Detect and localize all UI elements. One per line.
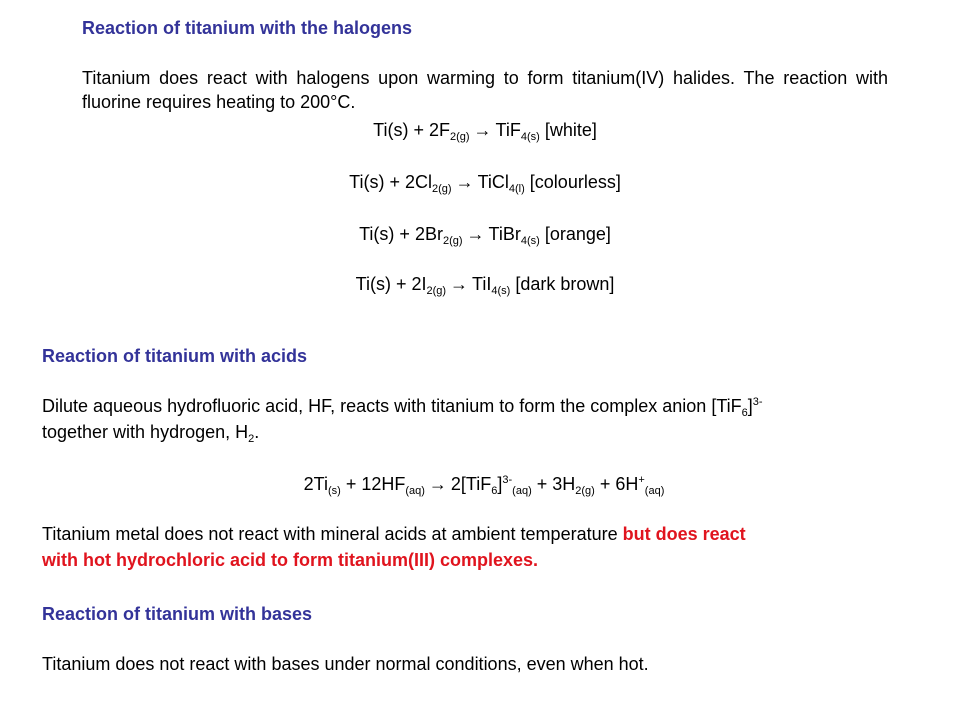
arrow-icon: → — [473, 120, 492, 140]
equation-iodine: $Ti(s) + 2I_{2(g)} \to TiI_{4(s)}$ [dark brown] — [355, 274, 615, 297]
arrow-icon: → — [466, 224, 485, 244]
equation-hf: $2Ti_{(s)} + 12HF_{(aq)} \to 2[TiF_6]^{3-}_{(aq)} + 3H_{2(g)} + 6H^+_{(aq)}$ — [303, 474, 665, 497]
acids-paragraph-2: Titanium metal does not react with mineral acids at ambient temperature but does react — [42, 524, 746, 544]
acids-paragraph-1: Dilute aqueous hydrofluoric acid, HF, reacts with titanium to form the complex anion $[TiF_6]^{3-}$ — [42, 396, 763, 419]
acids-heading: Reaction of titanium with acids — [42, 346, 308, 366]
acids-paragraph-2-line-2: with hot hydrochloric acid to form titanium(III) complexes. — [42, 550, 539, 570]
bases-heading: Reaction of titanium with bases — [42, 604, 313, 624]
equation-chlorine: $Ti(s) + 2Cl_{2(g)}$ → TiCl$_{4(l)}$ [colourless] — [349, 172, 621, 195]
arrow-icon: → — [450, 274, 469, 294]
equation-fluorine: $Ti(s) + 2F_{2(g)} \to TiF_{4(s)}$ [white] — [373, 120, 597, 143]
halogens-paragraph: Titanium does react with halogens upon warming to form titanium(IV) halides. The reaction with fluorine requires heating to 200°C. — [82, 68, 888, 112]
acids-paragraph-1-line-2: together with hydrogen, $H_2$. — [42, 422, 260, 445]
equation-bromine: $Ti(s) + 2Br_{2(g)}$ → TiBr$_{4(s)}$ [orange] — [359, 224, 611, 247]
bases-paragraph: Titanium does not react with bases under normal conditions, even when hot. — [42, 654, 649, 674]
arrow-icon: → — [455, 172, 474, 192]
arrow-icon: → — [428, 474, 447, 494]
halogens-heading: Reaction of titanium with the halogens — [82, 18, 413, 38]
highlight-text: but does react — [622, 524, 746, 544]
